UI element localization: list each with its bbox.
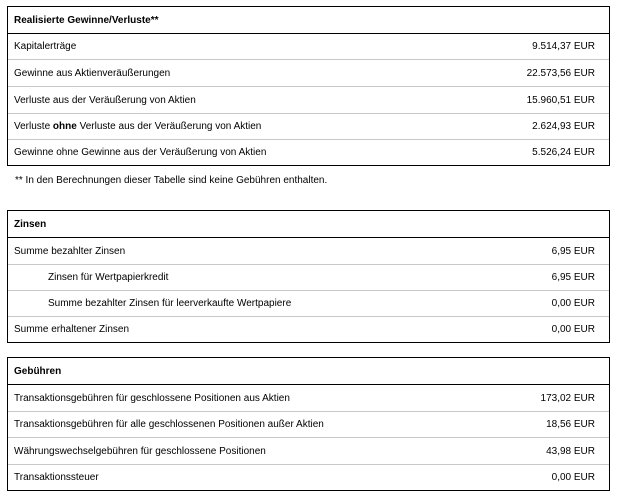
realized-gains-losses-header: Realisierte Gewinne/Verluste** [8,7,609,34]
row-label: Transaktionssteuer [14,472,99,483]
table-row [8,87,609,114]
table-row [8,291,609,317]
interest-header: Zinsen [8,211,609,238]
table-row [8,385,609,412]
table-row [8,114,609,140]
row-label: Gewinne ohne Gewinne aus der Veräußerung von Aktien [14,147,267,158]
row-value: 6,95 EUR [551,272,595,283]
row-value: 173,02 EUR [540,392,595,404]
fees-table [7,357,610,491]
row-label-emphasis: ohne [52,121,77,132]
table-row [8,412,609,438]
row-label: Währungswechselgebühren für geschlossene Positionen [14,445,266,457]
row-label: Summe erhaltener Zinsen [14,324,130,335]
row-value: 22.573,56 EUR [526,67,595,79]
row-label: Summe bezahlter Zinsen [14,245,126,257]
row-label: Summe bezahlter Zinsen für leerverkaufte Wertpapiere [48,298,292,309]
table-row [8,238,609,265]
realized-gains-losses-table [7,6,610,166]
footnote: ** In den Berechnungen dieser Tabelle sind keine Gebühren enthalten. [15,175,328,186]
row-value: 0,00 EUR [551,298,595,309]
row-value: 15.960,51 EUR [526,94,595,106]
row-value: 2.624,93 EUR [532,121,595,132]
table-row [8,438,609,465]
fees-header: Gebühren [8,358,609,385]
row-value: 18,56 EUR [546,419,595,430]
table-row [8,317,609,342]
table-row [8,265,609,291]
row-label: Transaktionsgebühren für alle geschlossenen Positionen außer Aktien [14,419,324,430]
interest-table [7,210,610,343]
row-label: Zinsen für Wertpapierkredit [48,272,169,283]
row-value: 43,98 EUR [546,445,595,457]
row-label: Gewinne aus Aktienveräußerungen [14,67,171,79]
row-label-part: Verluste aus der Veräußerung von Aktien [76,121,262,132]
table-row [8,34,609,60]
table-row [8,465,609,490]
table-row [8,60,609,87]
row-value: 5.526,24 EUR [532,147,595,158]
row-label [14,121,261,132]
row-value: 0,00 EUR [551,324,595,335]
row-label-part: Verluste [14,121,53,132]
row-label: Transaktionsgebühren für geschlossene Positionen aus Aktien [14,392,290,404]
table-row [8,140,609,165]
row-label: Kapitalerträge [14,41,77,52]
row-value: 0,00 EUR [551,472,595,483]
row-value: 6,95 EUR [551,245,595,257]
row-value: 9.514,37 EUR [532,41,595,52]
row-label: Verluste aus der Veräußerung von Aktien [14,94,196,106]
